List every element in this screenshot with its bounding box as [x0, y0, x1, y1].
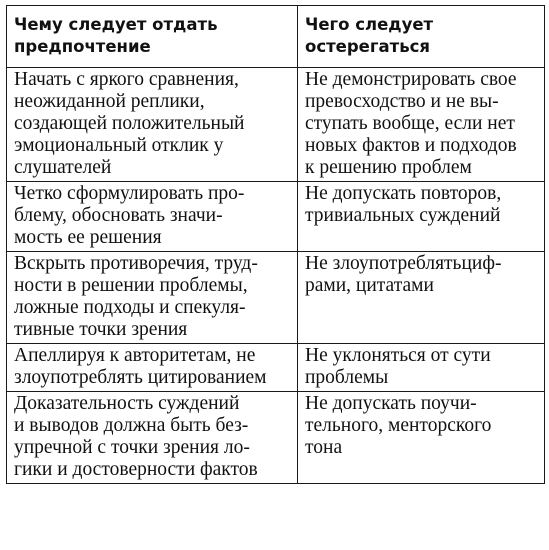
cell-avoid [298, 344, 545, 392]
cell-line: проблемы [305, 367, 389, 388]
header-prefer-line: предпочтение [14, 37, 151, 56]
header-avoid-line: остерегаться [305, 37, 430, 56]
cell-line: Апеллируя к авторитетам, не [14, 345, 256, 366]
table-row [7, 344, 545, 392]
cell-prefer [7, 392, 298, 484]
cell-prefer [7, 252, 298, 344]
cell-line: неожиданной реплики, [14, 91, 205, 112]
cell-line: и выводов должна быть без- [14, 415, 249, 436]
cell-line: Не допускать поучи- [305, 393, 477, 414]
header-prefer-line: Чему следует отдать [14, 15, 218, 34]
recommendations-table [6, 5, 545, 484]
cell-prefer [7, 182, 298, 252]
cell-prefer [7, 68, 298, 182]
cell-line: тельного, менторского [305, 415, 492, 436]
cell-line: эмоциональный отклик у [14, 135, 224, 156]
cell-line: Не демонстрировать свое [305, 69, 517, 90]
cell-line: превосходство и не вы- [305, 91, 499, 112]
cell-avoid [298, 182, 545, 252]
cell-line: Не уклоняться от сути [305, 345, 491, 366]
cell-line: блему, обосновать значи- [14, 205, 223, 226]
cell-line: к решению проблем [305, 157, 472, 178]
cell-line: тривиальных суждений [305, 205, 501, 226]
cell-line: ности в решении проблемы, [14, 275, 248, 296]
cell-line: злоупотреблять цитированием [14, 367, 267, 388]
cell-line: Доказательность суждений [14, 393, 240, 414]
cell-line: ложные подходы и спекуля- [14, 297, 246, 318]
table-row [7, 392, 545, 484]
cell-line: Четко сформулировать про- [14, 183, 245, 204]
table-row [7, 68, 545, 182]
header-avoid [298, 6, 545, 68]
cell-line: создающей положительный [14, 113, 245, 134]
cell-line: Начать с яркого сравнения, [14, 69, 239, 90]
cell-line: упречной с точки зрения ло- [14, 437, 250, 458]
cell-line: Не злоупотреблятьциф- [305, 253, 502, 274]
table-row [7, 182, 545, 252]
cell-avoid [298, 252, 545, 344]
cell-line: гики и достоверности фактов [14, 459, 258, 480]
table-row [7, 252, 545, 344]
cell-line: ступать вообще, если нет [305, 113, 515, 134]
header-prefer [7, 6, 298, 68]
cell-prefer [7, 344, 298, 392]
cell-line: новых фактов и подходов [305, 135, 517, 156]
cell-line: Вскрыть противоречия, труд- [14, 253, 258, 274]
header-row [7, 6, 545, 68]
cell-avoid [298, 392, 545, 484]
header-avoid-line: Чего следует [305, 15, 434, 34]
cell-line: тивные точки зрения [14, 319, 188, 340]
cell-line: Не допускать повторов, [305, 183, 502, 204]
cell-line: тона [305, 437, 343, 458]
cell-line: рами, цитатами [305, 275, 434, 296]
cell-line: мость ее решения [14, 227, 162, 248]
cell-avoid [298, 68, 545, 182]
cell-line: слушателей [14, 157, 112, 178]
